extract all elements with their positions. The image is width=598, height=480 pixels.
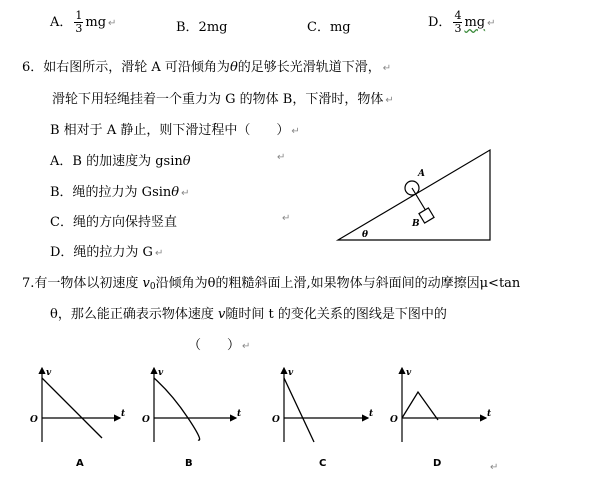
q5-option-d: D． $\frac{4}{3}$ mg ↵ (428, 9, 496, 35)
return-mark: ↵ (277, 152, 286, 163)
q5-option-c: C．mg (307, 20, 351, 35)
return-mark: ↵ (490, 462, 499, 473)
block-b (419, 208, 434, 223)
return-mark: ↵ (382, 63, 392, 74)
q7-line2: θ，那么能正确表示物体速度 v随时间 t 的变化关系的图线是下图中的 (50, 307, 447, 322)
graph-d (390, 368, 492, 469)
axis-t-label: t (237, 409, 242, 419)
return-mark: ↵ (291, 126, 300, 137)
fraction-one-third: $\frac{1}{3}$ (75, 9, 83, 35)
origin-label: O (30, 415, 38, 425)
q6-line2: 滑轮下用轻绳挂着一个重力为 G 的物体 B，下滑时，物体 ↵ (52, 92, 394, 107)
incline-pulley-figure (330, 142, 500, 246)
fraction-four-thirds: $\frac{4}{3}$ (454, 9, 462, 35)
return-mark: ↵ (181, 188, 190, 199)
caption-b: B (185, 458, 193, 469)
return-mark: ↵ (108, 18, 117, 29)
vt-graphs (22, 362, 502, 474)
vt-line (402, 392, 438, 420)
graph-a (30, 368, 126, 469)
return-mark: ↵ (242, 341, 251, 352)
label-theta: θ (362, 230, 369, 240)
axis-t-label: t (369, 409, 374, 419)
caption-c: C (319, 458, 327, 469)
vt-line (42, 378, 102, 438)
q7-answer-bracket: （ ） ↵ (188, 338, 251, 353)
return-mark: ↵ (385, 95, 394, 106)
vt-curve (154, 378, 200, 440)
q5-option-b: B．2mg (176, 20, 228, 35)
caption-d: D (433, 458, 442, 469)
label-a: A (418, 169, 425, 179)
return-mark: ↵ (154, 248, 164, 259)
q6-option-a: A．B 的加速度为 gsinθ (50, 154, 191, 169)
axis-v-label: v (46, 368, 52, 378)
q6-line3: B 相对于 A 静止，则下滑过程中（ ） ↵ (50, 123, 300, 138)
axis-v-label: v (158, 368, 164, 378)
origin-label: O (142, 415, 150, 425)
axis-v-label: v (406, 368, 412, 378)
q5-option-a: A． $\frac{1}{3}$ mg ↵ (50, 9, 117, 35)
origin-label: O (272, 415, 280, 425)
graph-b (142, 368, 242, 469)
q6-line1: 6．如右图所示，滑轮 A 可沿倾角为θ的足够长光滑轨道下滑， ↵ (22, 60, 392, 75)
q6-option-b: B．绳的拉力为 Gsinθ ↵ (50, 185, 190, 200)
q6-option-d: D．绳的拉力为 G ↵ (50, 245, 164, 260)
origin-label: O (390, 415, 398, 425)
graph-c (272, 368, 374, 469)
q6-option-c: C．绳的方向保持竖直 (50, 215, 177, 230)
axis-v-label: v (288, 368, 294, 378)
axis-t-label: t (487, 409, 492, 419)
label-b: B (412, 219, 420, 229)
caption-a: A (76, 458, 84, 469)
return-mark: ↵ (487, 18, 496, 29)
q7-line1: 7.有一物体以初速度 $v_0$沿倾角为θ的粗糙斜面上滑,如果物体与斜面间的动摩擦因μ<tan (22, 276, 521, 292)
return-mark: ↵ (282, 213, 291, 224)
vt-line (284, 378, 314, 442)
axis-t-label: t (121, 409, 126, 419)
